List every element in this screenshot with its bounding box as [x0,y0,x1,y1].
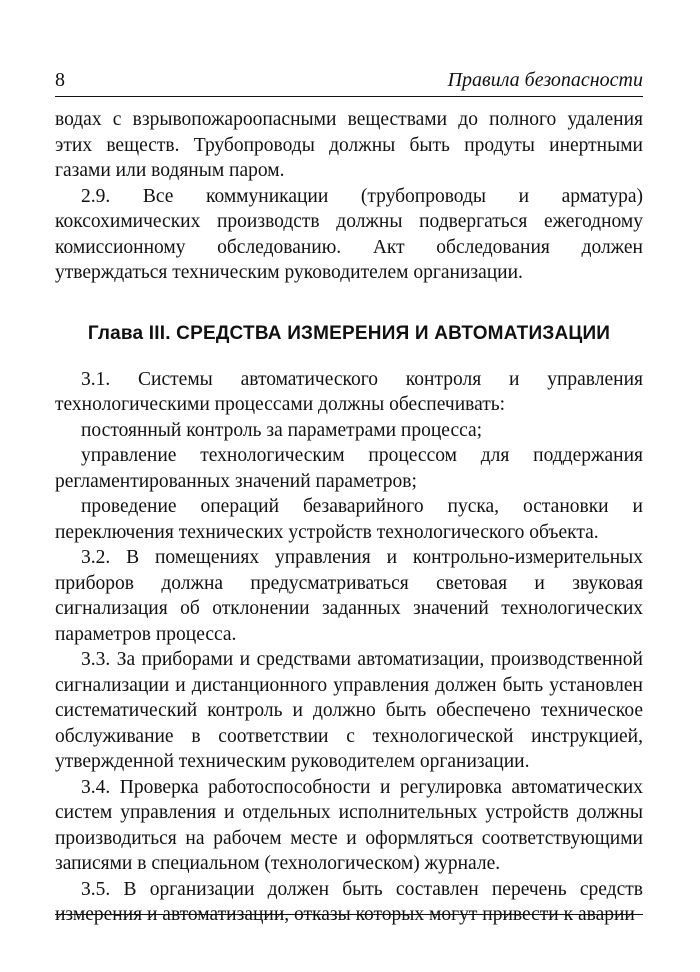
list-item: проведение операций безаварийного пуска, остановки и переключения технических устройств технологического объекта. [55,496,643,543]
paragraph: водах с взрывопожароопасными веществами до полного удаления этих веществ. Трубопроводы должны быть продуты инертными газами или водяным паром. [55,109,643,181]
paragraph: 3.1. Системы автоматического контроля и управления технологическими процессами должны обеспечивать: [55,368,643,415]
page-number: 8 [55,69,65,91]
paragraph: 3.5. В организации должен быть составлен перечень средств измерения и автоматизации, отказы которых могут привести к аварии [55,878,643,925]
body-text [55,107,643,928]
paragraph: 3.3. За приборами и средствами автоматизации, производственной сигнализации и дистанционного управления должен быть установлен систематический контроль и должно быть обеспечено техническое обслуживание в соответствии с технологической инструкцией, утвержденной техническим руководителем организации. [55,649,643,772]
chapter-heading: Глава III. СРЕДСТВА ИЗМЕРЕНИЯ И АВТОМАТИЗАЦИИ [87,322,611,344]
paragraph: 3.4. Проверка работоспособности и регулировка автоматических систем управления и отдельных исполнительных устройств должны производиться на рабочем месте и оформляться соответствующими записями в специальном (технологическом) журнале. [55,776,643,874]
paragraph: 3.2. В помещениях управления и контрольно-измерительных приборов должна предусматриваться световая и звуковая сигнализация об отклонении заданных значений технологических параметров процесса. [55,547,643,645]
document-page [55,68,643,928]
running-title: Правила безопасности [447,69,643,91]
running-header [55,68,643,97]
list-item: постоянный контроль за параметрами процесса; [81,419,483,441]
list-item: управление технологическим процессом для поддержания регламентированных значений параметров; [55,445,643,492]
paragraph: 2.9. Все коммуникации (трубопроводы и арматура) коксохимических производств должны подвергаться ежегодному комиссионному обследованию. Акт обследования должен утверждаться техническим руководителем организации. [55,185,643,283]
footer-rule [55,914,643,915]
